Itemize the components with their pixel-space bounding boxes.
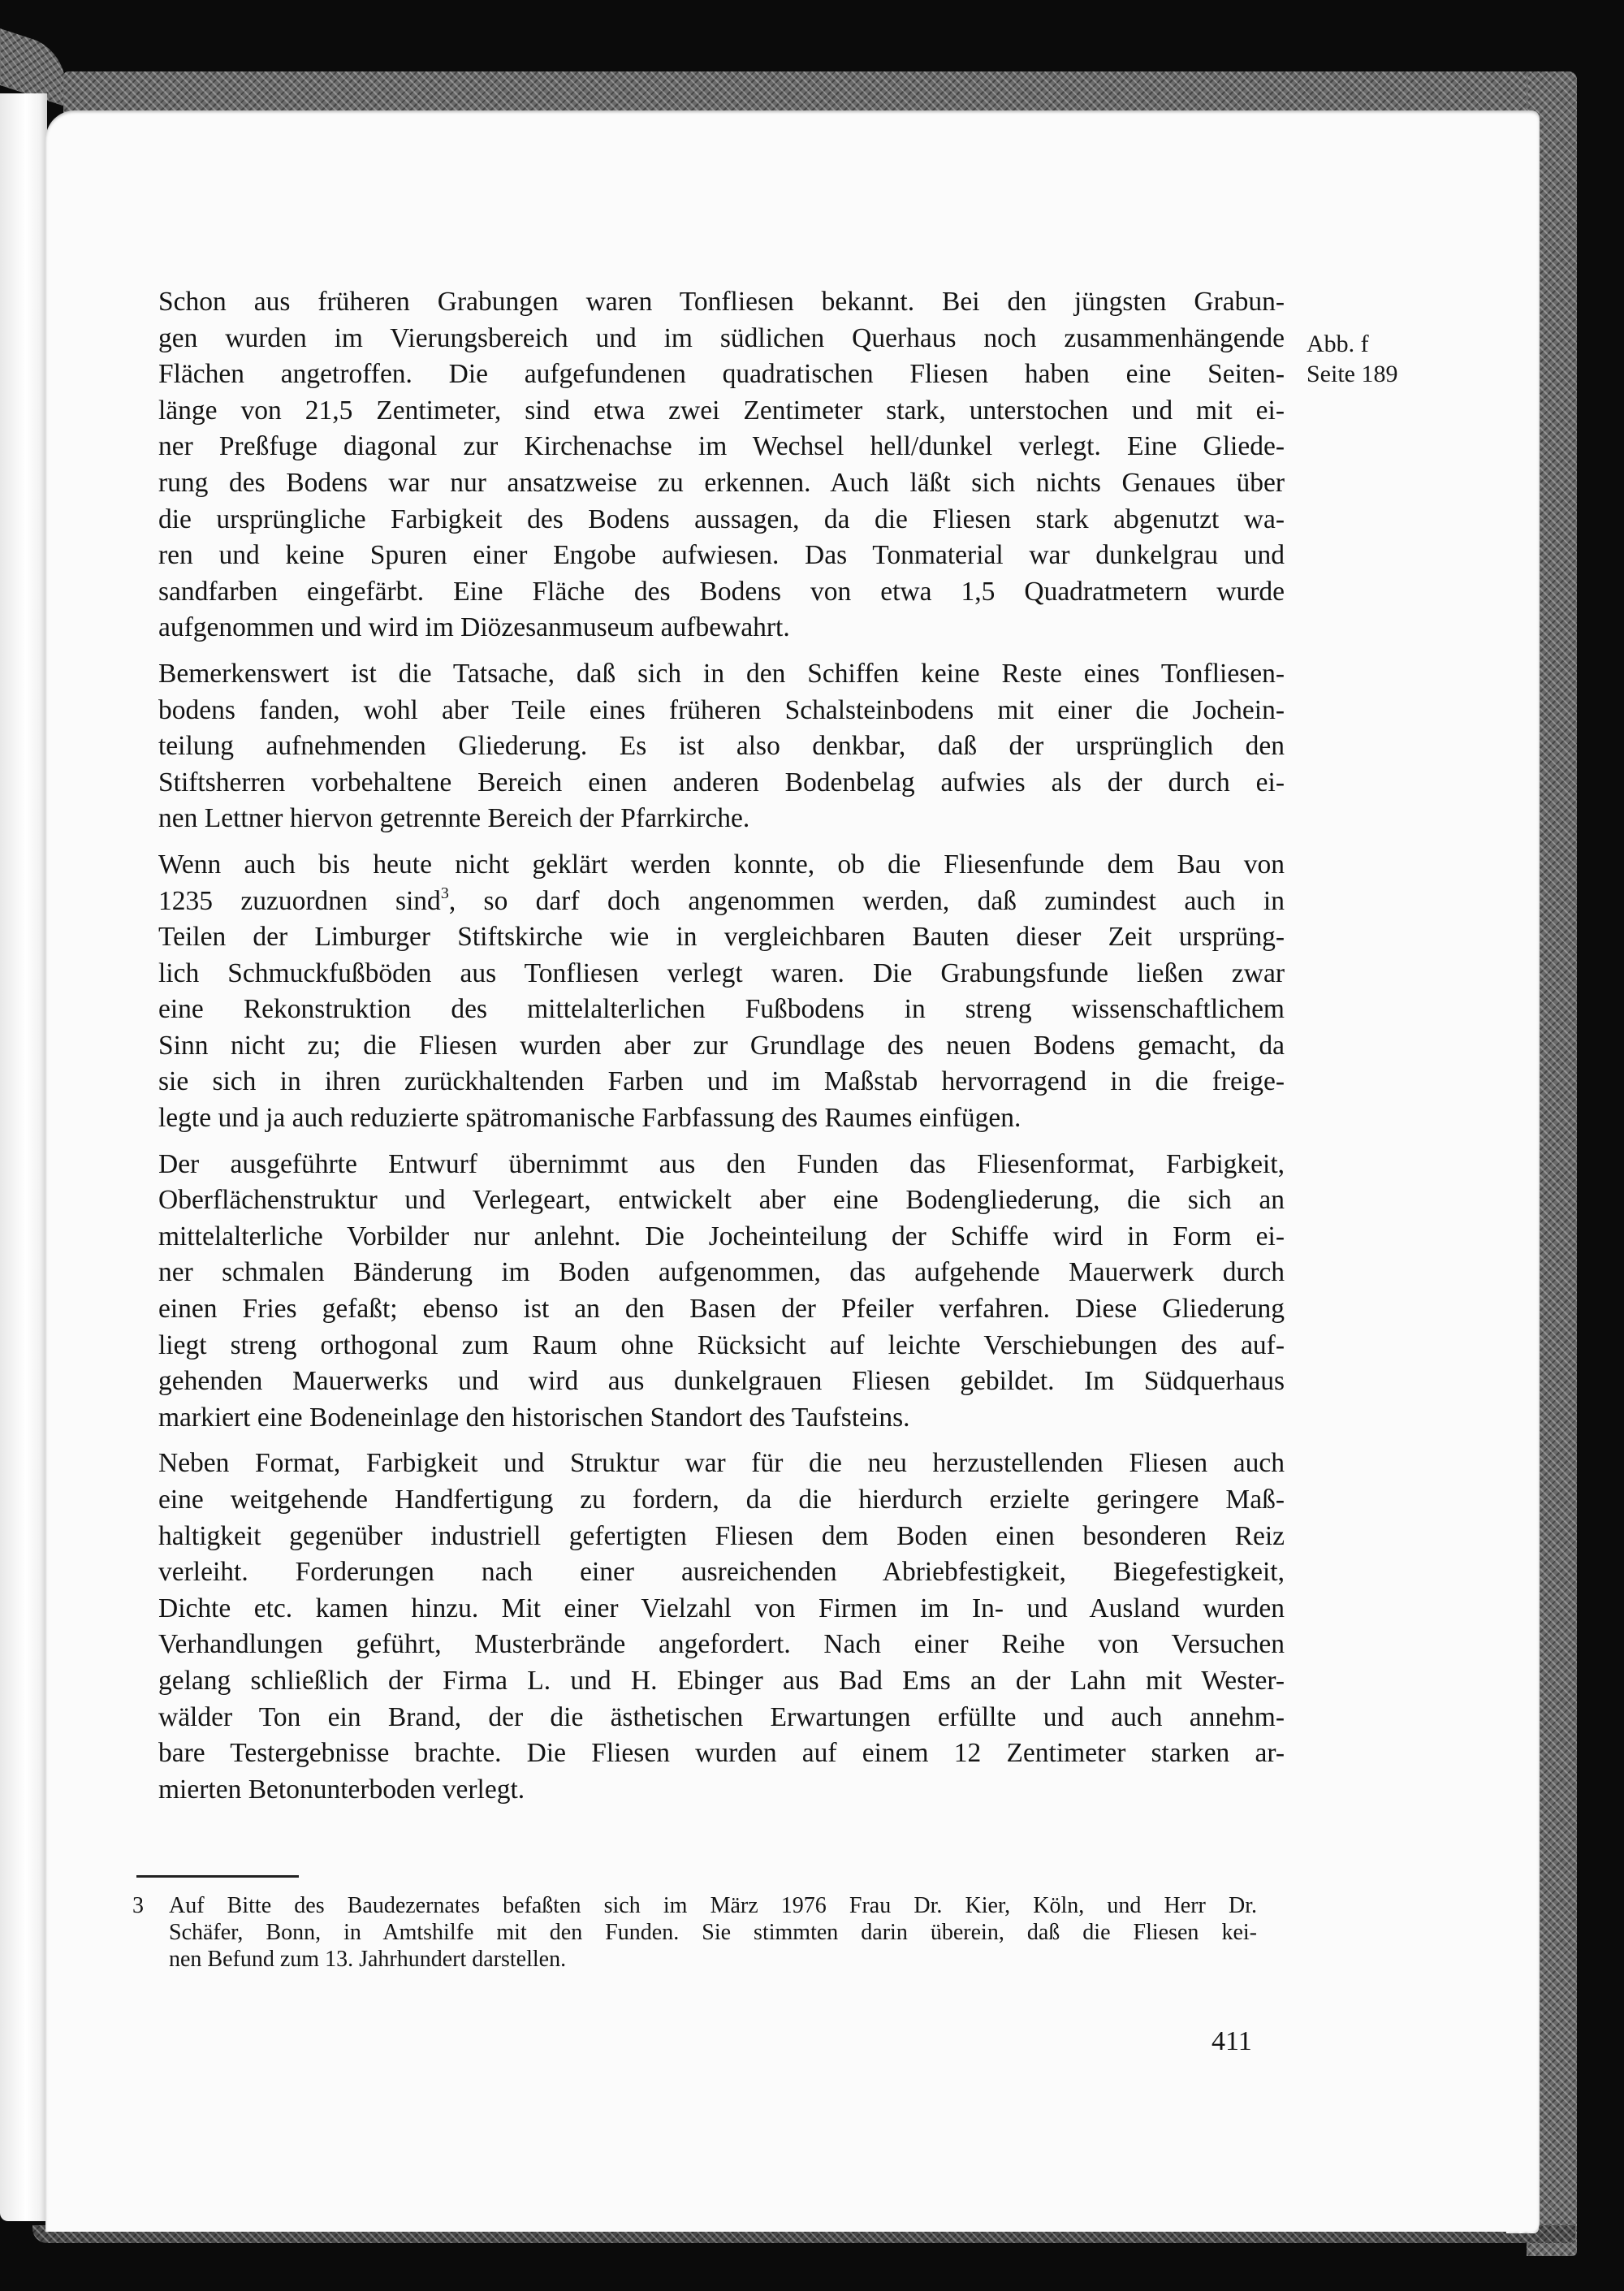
text-line: liegt streng orthogonal zum Raum ohne Rücksicht auf leichte Verschiebungen des auf- xyxy=(158,1329,1285,1360)
text-line: mierten Betonunterboden verlegt. xyxy=(158,1774,525,1805)
text-line: ren und keine Spuren einer Engobe aufwiesen. Das Tonmaterial war dunkelgrau und xyxy=(158,540,1285,571)
paragraph-4 xyxy=(158,1147,1285,1437)
margin-note-page: Seite 189 xyxy=(1307,361,1398,387)
paragraph-5 xyxy=(158,1446,1285,1808)
text-line: einen Fries gefaßt; ebenso ist an den Basen der Pfeiler verfahren. Diese Gliederung xyxy=(158,1294,1285,1325)
text-line: Flächen angetroffen. Die aufgefundenen quadratischen Fliesen haben eine Seiten- xyxy=(158,359,1285,390)
text-fragment: 1235 zuzuordnen sind xyxy=(158,885,441,916)
text-line: verleiht. Forderungen nach einer ausreichenden Abriebfestigkeit, Biegefestigkeit, xyxy=(158,1557,1285,1588)
paragraph-1 xyxy=(158,284,1285,646)
text-line: Sinn nicht zu; die Fliesen wurden aber zur Grundlage des neuen Bodens gemacht, da xyxy=(158,1030,1285,1061)
text-line: gehenden Mauerwerks und wird aus dunkelgrauen Fliesen gebildet. Im Südquerhaus xyxy=(158,1366,1285,1397)
footnote-line: nen Befund zum 13. Jahrhundert darstellen. xyxy=(169,1947,567,1972)
text-line: bare Testergebnisse brachte. Die Fliesen wurden auf einem 12 Zentimeter starken ar- xyxy=(158,1738,1285,1769)
text-line: länge von 21,5 Zentimeter, sind etwa zwei Zentimeter stark, unterstochen und mit ei- xyxy=(158,395,1285,426)
text-line: Teilen der Limburger Stiftskirche wie in vergleichbaren Bauten dieser Zeit ursprüng- xyxy=(158,922,1285,953)
text-line: lich Schmuckfußböden aus Tonfliesen verlegt waren. Die Grabungsfunde ließen zwar xyxy=(158,957,1285,988)
text-line: sie sich in ihren zurückhaltenden Farben und im Maßstab hervorragend in die freige- xyxy=(158,1066,1285,1097)
text-line: ner schmalen Bänderung im Boden aufgenommen, das aufgehende Mauerwerk durch xyxy=(158,1257,1285,1288)
text-fragment: , so darf doch angenommen werden, daß zumindest auch in xyxy=(448,885,1285,916)
text-line: eine weitgehende Handfertigung zu fordern, da die hierdurch erzielte geringere Maß- xyxy=(158,1485,1285,1515)
text-line: Stiftsherren vorbehaltene Bereich einen anderen Bodenbelag aufwies als der durch ei- xyxy=(158,767,1285,798)
text-line: Der ausgeführte Entwurf übernimmt aus den Funden das Fliesenformat, Farbigkeit, xyxy=(158,1148,1285,1179)
text-line: Schon aus früheren Grabungen waren Tonfliesen bekannt. Bei den jüngsten Grabun- xyxy=(158,287,1285,317)
text-line: Neben Format, Farbigkeit und Struktur war für die neu herzustellenden Fliesen auch xyxy=(158,1448,1285,1479)
text-line: gelang schließlich der Firma L. und H. Ebinger aus Bad Ems an der Lahn mit Wester- xyxy=(158,1665,1285,1696)
text-line: gen wurden im Vierungsbereich und im südlichen Querhaus noch zusammenhängende xyxy=(158,322,1285,353)
text-line: haltigkeit gegenüber industriell gefertigten Fliesen dem Boden einen besonderen Reiz xyxy=(158,1520,1285,1551)
text-line: Bemerkenswert ist die Tatsache, daß sich in den Schiffen keine Reste eines Tonfliesen- xyxy=(158,658,1285,689)
text-line: nen Lettner hiervon getrennte Bereich der Pfarrkirche. xyxy=(158,803,750,834)
page-number: 411 xyxy=(1212,2026,1252,2056)
footnote-line: Auf Bitte des Baudezernates befaßten sich im März 1976 Frau Dr. Kier, Köln, und Herr Dr. xyxy=(169,1893,1257,1918)
text-line: Dichte etc. kamen hinzu. Mit einer Vielzahl von Firmen im In- und Ausland wurden xyxy=(158,1593,1285,1623)
footnote-line: Schäfer, Bonn, in Amtshilfe mit den Funden. Sie stimmten darin überein, daß die Fliesen kei- xyxy=(169,1920,1257,1945)
text-line: die ursprüngliche Farbigkeit des Bodens aussagen, da die Fliesen stark abgenutzt wa- xyxy=(158,504,1285,534)
text-line: ner Preßfuge diagonal zur Kirchenachse im Wechsel hell/dunkel verlegt. Eine Gliede- xyxy=(158,431,1285,462)
page-gutter-edge xyxy=(0,93,47,2221)
text-line: Verhandlungen geführt, Musterbrände angefordert. Nach einer Reihe von Versuchen xyxy=(158,1629,1285,1660)
text-line: legte und ja auch reduzierte spätromanische Farbfassung des Raumes einfügen. xyxy=(158,1103,1021,1134)
footnote-text xyxy=(169,1892,1257,1973)
paragraph-3 xyxy=(158,847,1285,1137)
footnote-divider xyxy=(136,1875,299,1878)
footnote xyxy=(132,1892,1257,1973)
text-line: Wenn auch bis heute nicht geklärt werden konnte, ob die Fliesenfunde dem Bau von xyxy=(158,849,1285,880)
text-line: mittelalterliche Vorbilder nur anlehnt. Die Jocheinteilung der Schiffe wird in Form ei- xyxy=(158,1221,1285,1251)
margin-note-figure: Abb. f xyxy=(1307,331,1369,357)
text-line: markiert eine Bodeneinlage den historischen Standort des Taufsteins. xyxy=(158,1402,910,1433)
paragraph-2 xyxy=(158,656,1285,837)
text-line: wälder Ton ein Brand, der die ästhetischen Erwartungen erfüllte und auch annehm- xyxy=(158,1701,1285,1732)
text-line: aufgenommen und wird im Diözesanmuseum aufbewahrt. xyxy=(158,612,790,643)
text-line: rung des Bodens war nur ansatzweise zu erkennen. Auch läßt sich nichts Genaues über xyxy=(158,467,1285,498)
text-line: eine Rekonstruktion des mittelalterlichen Fußbodens in streng wissenschaftlichem xyxy=(158,994,1285,1025)
body-text xyxy=(158,284,1285,1818)
text-line: bodens fanden, wohl aber Teile eines früheren Schalsteinbodens mit einer die Jochein- xyxy=(158,694,1285,725)
text-line: teilung aufnehmenden Gliederung. Es ist also denkbar, daß der ursprünglich den xyxy=(158,731,1285,762)
text-line: sandfarben eingefärbt. Eine Fläche des Bodens von etwa 1,5 Quadratmetern wurde xyxy=(158,576,1285,607)
margin-note-figure-reference xyxy=(1307,329,1398,389)
text-line: Oberflächenstruktur und Verlegeart, entwickelt aber eine Bodengliederung, die sich an xyxy=(158,1185,1285,1216)
footnote-reference[interactable]: 3 xyxy=(440,884,449,902)
footnote-number: 3 xyxy=(132,1893,144,1918)
text-line-with-footnote xyxy=(158,884,1285,920)
